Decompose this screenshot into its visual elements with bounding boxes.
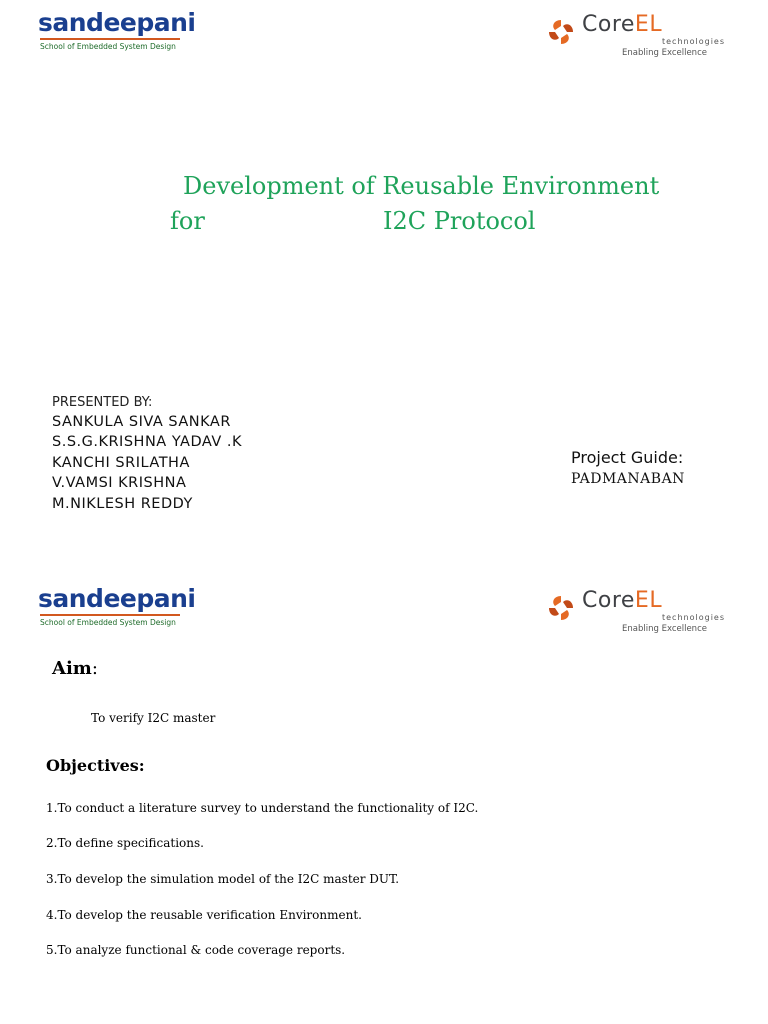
objective-item: 4.To develop the reusable verification Environment. [46,908,362,922]
project-guide-label: Project Guide: [571,448,684,467]
objectives-heading: Objectives: [46,756,145,775]
aim-heading [52,658,98,679]
sandeepani-logo-tagline: School of Embedded System Design [40,618,176,627]
coreel-logo-accent: EL [634,12,663,37]
aim-label: Aim [52,658,92,679]
coreel-logo-sub: technologies [662,613,725,622]
sandeepani-logo [38,8,196,58]
objective-item: 3.To develop the simulation model of the I2C master DUT. [46,872,400,886]
aim-objectives-slide [0,570,768,1024]
presenter-name: S.S.G.KRISHNA YADAV .K [52,434,243,450]
presenter-name: V.VAMSI KRISHNA [52,475,187,491]
coreel-swirl-icon [546,17,576,47]
coreel-logo-tagline: Enabling Excellence [622,48,707,58]
sandeepani-logo-wordmark: sandeepani [38,8,196,37]
aim-colon: : [91,658,98,679]
coreel-logo [544,586,725,634]
presenter-name: SANKULA SIVA SANKAR [52,414,231,430]
coreel-logo-sub: technologies [662,37,725,46]
coreel-logo-wordmark [582,12,662,37]
objective-item: 2.To define specifications. [46,836,204,850]
presenter-name: M.NIKLESH REDDY [52,496,193,512]
coreel-logo [544,10,725,58]
sandeepani-logo [38,584,196,634]
coreel-logo-main: Core [582,12,635,37]
slide-title-line1: Development of Reusable Environment [183,172,660,200]
objective-item: 1.To conduct a literature survey to understand the functionality of I2C. [46,801,479,815]
coreel-logo-wordmark [582,588,662,613]
sandeepani-logo-bar [40,614,180,616]
coreel-logo-accent: EL [634,588,663,613]
aim-text: To verify I2C master [91,711,216,725]
sandeepani-logo-wordmark: sandeepani [38,584,196,613]
objective-item: 5.To analyze functional & code coverage reports. [46,943,346,957]
presenter-name: KANCHI SRILATHA [52,455,190,471]
slide-title-for: for [170,207,205,235]
sandeepani-logo-bar [40,38,180,40]
slide-title-line2: I2C Protocol [383,207,536,235]
coreel-logo-main: Core [582,588,635,613]
sandeepani-logo-tagline: School of Embedded System Design [40,42,176,51]
presented-by-label: PRESENTED BY: [52,395,153,410]
coreel-swirl-icon [546,593,576,623]
project-guide-name: PADMANABAN [571,471,685,487]
coreel-logo-tagline: Enabling Excellence [622,624,707,634]
